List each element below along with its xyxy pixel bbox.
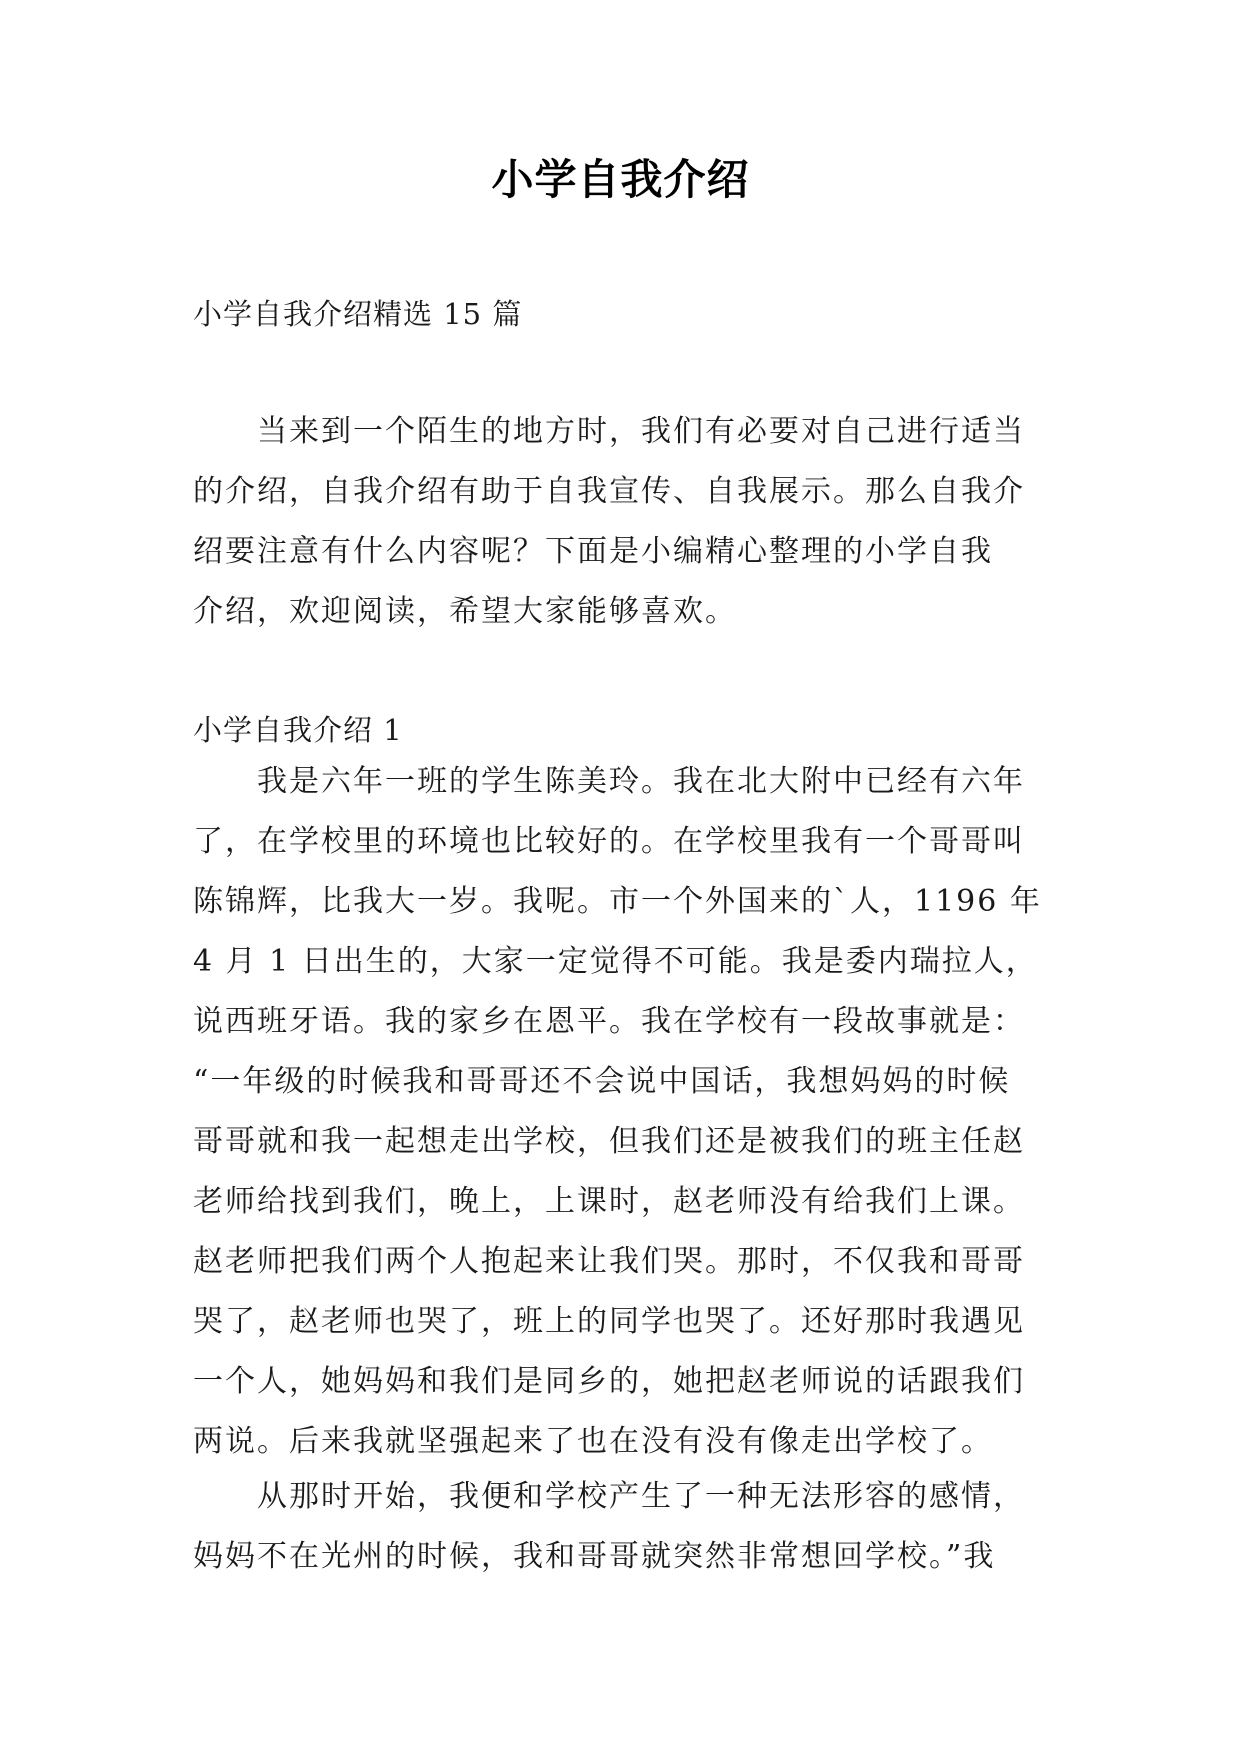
document-title: 小学自我介绍 bbox=[491, 155, 750, 204]
section1-line: 两说。后来我就坚强起来了也在没有没有像走出学校了。 bbox=[193, 1424, 993, 1459]
section1-line: 一个人，她妈妈和我们是同乡的，她把赵老师说的话跟我们 bbox=[193, 1364, 1025, 1399]
section2-line: 从那时开始，我便和学校产生了一种无法形容的感情， bbox=[257, 1479, 1025, 1514]
section1-line: 赵老师把我们两个人抱起来让我们哭。那时，不仅我和哥哥 bbox=[193, 1244, 1025, 1279]
section1-line: 4 月 1 日出生的，大家一定觉得不可能。我是委内瑞拉人， bbox=[193, 944, 1038, 979]
section1-line: 陈锦辉，比我大一岁。我呢。市一个外国来的`人，1196 年 bbox=[193, 884, 1042, 919]
intro-line: 的介绍，自我介绍有助于自我宣传、自我展示。那么自我介 bbox=[193, 474, 1025, 509]
intro-line: 介绍，欢迎阅读，希望大家能够喜欢。 bbox=[193, 594, 737, 629]
intro-paragraph bbox=[193, 402, 1053, 642]
intro-line: 绍要注意有什么内容呢？下面是小编精心整理的小学自我 bbox=[193, 534, 993, 569]
section1-paragraph bbox=[193, 752, 1053, 1472]
section1-line: 了，在学校里的环境也比较好的。在学校里我有一个哥哥叫 bbox=[193, 824, 1025, 859]
section1-line: 哥哥就和我一起想走出学校，但我们还是被我们的班主任赵 bbox=[193, 1124, 1025, 1159]
section1-line: 哭了，赵老师也哭了，班上的同学也哭了。还好那时我遇见 bbox=[193, 1304, 1025, 1339]
section-heading: 小学自我介绍 1 bbox=[193, 713, 403, 747]
section2-paragraph bbox=[193, 1467, 1053, 1587]
section1-line: 我是六年一班的学生陈美玲。我在北大附中已经有六年 bbox=[257, 764, 1025, 799]
intro-line: 当来到一个陌生的地方时，我们有必要对自己进行适当 bbox=[257, 414, 1025, 449]
section2-line: 妈妈不在光州的时候，我和哥哥就突然非常想回学校。”我 bbox=[193, 1539, 996, 1574]
section1-line: 老师给找到我们，晚上，上课时，赵老师没有给我们上课。 bbox=[193, 1184, 1025, 1219]
section1-line: “一年级的时候我和哥哥还不会说中国话，我想妈妈的时候 bbox=[193, 1064, 1011, 1099]
document-subtitle: 小学自我介绍精选 15 篇 bbox=[193, 297, 523, 331]
section1-line: 说西班牙语。我的家乡在恩平。我在学校有一段故事就是： bbox=[193, 1004, 1025, 1039]
